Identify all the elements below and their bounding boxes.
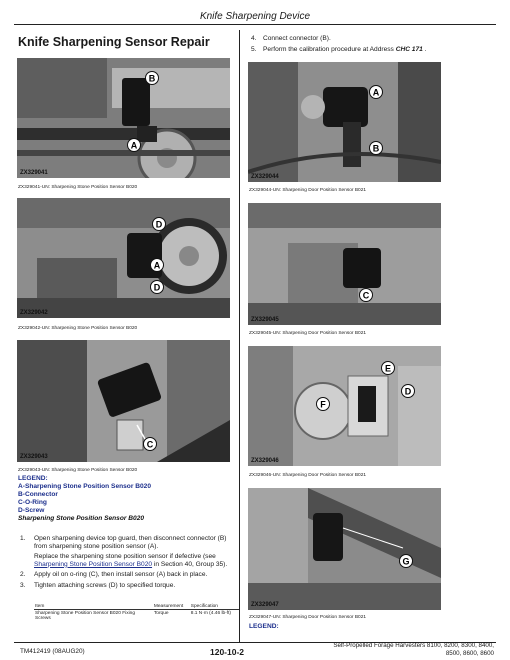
figure-code: ZX329046 [251,458,279,464]
step-1-note [18,553,238,568]
figure-4-callout-b: B [372,143,380,154]
legend-title: LEGEND: [18,475,48,482]
figure-caption: ZX329046-UN: Sharpening Door Position Sensor B021 [249,473,367,478]
figure-zx329041 [17,58,230,178]
figure-zx329043 [17,340,230,462]
step-3-text: Tighten attaching screws (D) to specified torque. [34,581,176,589]
step-1-num: 1. [20,535,26,542]
step-1-text: Open sharpening device top guard, then disconnect connector (B) from sharpening stone position sensor (A). [34,535,227,550]
section-title: Knife Sharpening Sensor Repair [18,35,210,49]
figure-zx329047 [248,488,441,610]
figure-caption: ZX329042-UN: Sharpening Stone Position Sensor B020 [18,326,138,331]
figure-2-callout-d-top: D [155,219,163,230]
step-5-num: 5. [251,46,257,53]
spec-header-measurement: Measurement [153,604,190,610]
torque-spec-table [34,604,239,622]
figure-caption: ZX329041-UN: Sharpening Stone Position Sensor B020 [18,185,138,190]
table-row [34,610,239,623]
step-5-text: Perform the calibration procedure at Address [263,46,396,53]
legend-left [18,475,151,523]
figure-caption: ZX329044-UN: Sharpening Door Position Sensor B021 [249,188,367,193]
figure-7-callout-g: G [402,556,410,567]
figure-code: ZX329043 [20,454,48,460]
step-4 [251,35,331,42]
step-5-tail: . [422,46,427,53]
procedure-steps [18,535,238,593]
step-5 [251,46,426,53]
step-1-note-tail: in Section 40, Group 35). [152,560,228,568]
figure-code: ZX329042 [20,310,48,316]
step-4-text: Connect connector (B). [263,35,331,42]
figure-zx329046 [248,346,441,466]
header-rule [14,24,496,25]
footer-doc-id: TM412419 (08AUG20) [20,648,85,655]
spec-header-specification: Specification [190,604,239,610]
footer-page-number: 120-10-2 [210,647,245,657]
figure-6-callout-e: E [384,363,392,374]
page-header-title: Knife Sharpening Device [199,11,311,22]
step-5-address: CHC 171 [395,46,423,53]
legend-right-title: LEGEND: [249,623,279,630]
sensor-b020-link[interactable]: Sharpening Stone Position Sensor B020 [34,560,153,568]
footer-product-line-2: 8500, 8600, 8600 [445,649,494,657]
figure-3-callout-c: C [146,439,154,450]
figure-code: ZX329044 [251,174,279,180]
step-3 [18,582,238,590]
step-2-num: 2. [20,571,26,579]
figure-caption: ZX329045-UN: Sharpening Door Position Sensor B021 [249,331,367,336]
step-4-num: 4. [251,35,257,42]
figure-1-callout-b: B [148,73,156,84]
step-1-note-text: Replace the sharpening stone position sensor if defective (see [34,553,216,561]
figure-zx329045 [248,203,441,325]
spec-item: Sharpening Stone Position Sensor B020 Fixing Screws [35,611,135,621]
spec-value: 8.1 N·m (4.46 lb-ft) [190,611,232,616]
legend-item: B-Connector [18,491,58,498]
figure-6-callout-d: D [404,386,412,397]
figure-code: ZX329041 [20,170,48,176]
figure-4-callout-a: A [372,87,380,98]
figure-zx329044 [248,62,441,182]
figure-2-callout-d-bottom: D [153,282,161,293]
figure-1-callout-a: A [130,140,138,151]
spec-measurement: Torque [153,611,169,616]
legend-item: C-O-Ring [18,499,47,506]
figure-code: ZX329045 [251,317,279,323]
figure-caption: ZX329047-UN: Sharpening Door Position Sensor B021 [249,615,367,620]
step-2-text: Apply oil on o-ring (C), then install sensor (A) back in place. [34,571,208,579]
legend-item: A-Sharpening Stone Position Sensor B020 [18,483,151,490]
figure-code: ZX329047 [251,602,279,608]
step-1 [18,535,238,550]
column-divider [239,30,240,642]
figure-zx329042 [17,198,230,318]
step-3-num: 3. [20,581,26,589]
page-header [0,0,510,30]
figure-caption: ZX329043-UN: Sharpening Stone Position Sensor B020 [18,468,138,473]
step-2 [18,571,238,579]
footer-product [314,642,494,657]
figure-5-callout-c: C [362,290,370,301]
legend-subtitle: Sharpening Stone Position Sensor B020 [18,515,145,522]
legend-item: D-Screw [18,507,45,514]
spec-header-item: Item [34,604,153,610]
figure-2-callout-a: A [153,260,161,271]
figure-6-callout-f: F [320,399,326,410]
footer-product-line-1: Self-Propelled Forage Harvesters 8100, 8200, 8300, 8400, [333,642,494,649]
